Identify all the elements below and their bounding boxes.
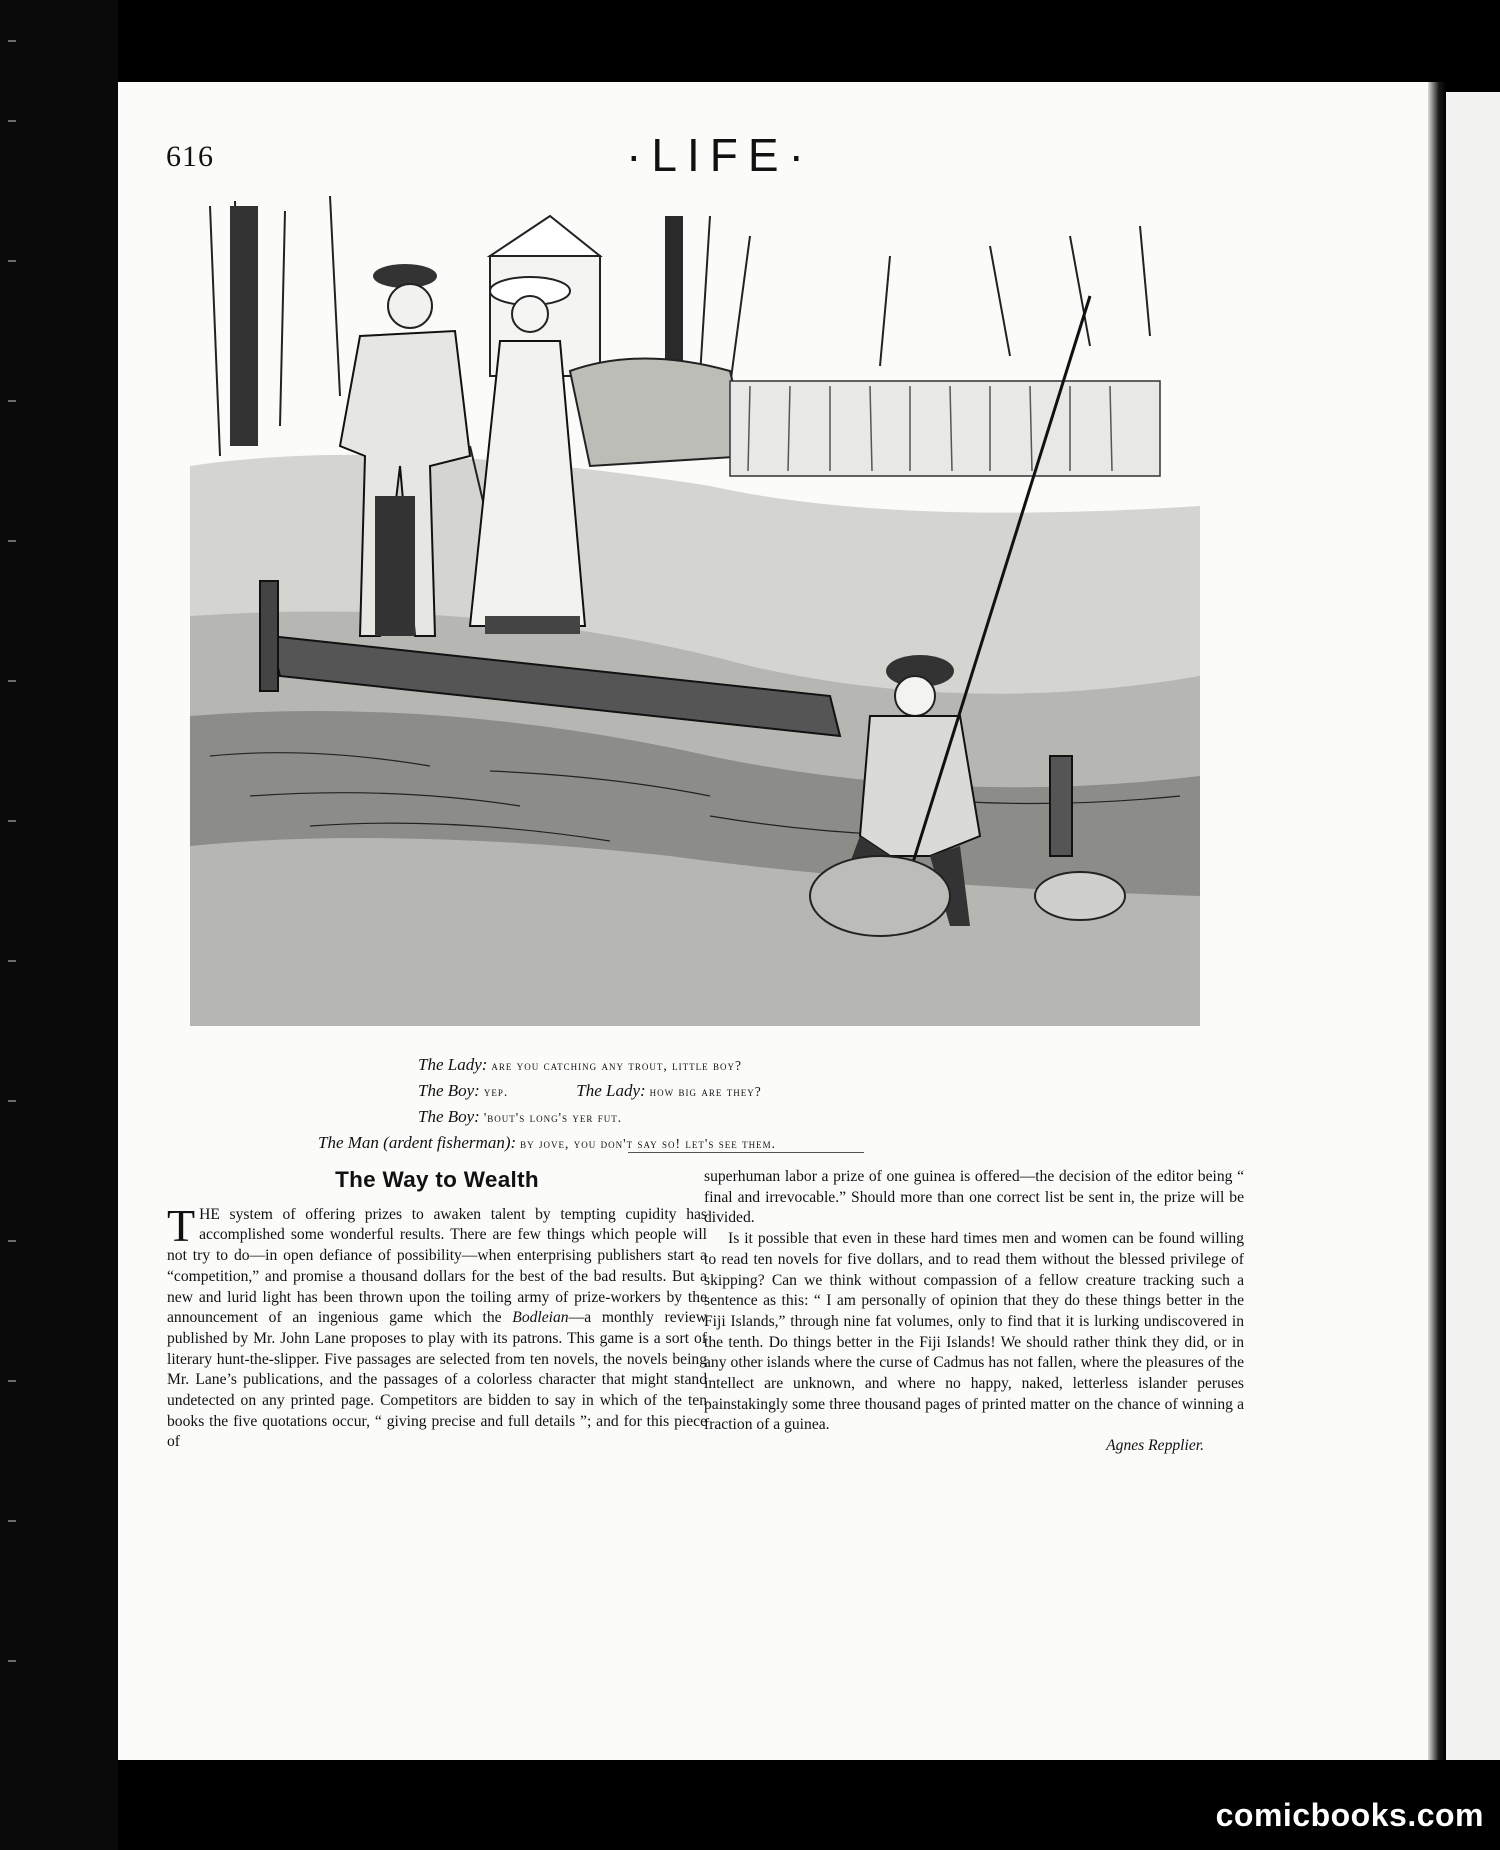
page-gutter (1428, 82, 1446, 1760)
margin-mark (8, 1520, 16, 1522)
article-text: HE system of offering prizes to awaken talent by tempting cupidity has accomplished some wonderful results. There are few things which people will not try to do—in open defiance of possibility—when enterprising publishers start a “competition,” and promise a thousand dollars for the best of the bad results. But a new and lurid light has been thrown upon the toiling army of prize-workers by the announcement of an ingenious game which the (167, 1205, 707, 1327)
margin-mark (8, 680, 16, 682)
caption-speaker: The Lady: (576, 1081, 646, 1100)
facing-page-edge (1443, 92, 1500, 1760)
site-watermark: comicbooks.com (1215, 1797, 1484, 1833)
caption-divider (628, 1152, 864, 1153)
margin-mark (8, 260, 16, 262)
scan-left-margin (0, 0, 118, 1850)
margin-mark (8, 1660, 16, 1662)
cartoon-caption (300, 1052, 1220, 1156)
caption-line (300, 1078, 1220, 1104)
margin-mark (8, 40, 16, 42)
article-title: The Way to Wealth (335, 1167, 539, 1192)
caption-speaker: The Lady: (418, 1055, 488, 1074)
masthead-title: ·LIFE· (626, 129, 814, 181)
caption-speaker: The Man (ardent fisherman): (318, 1133, 517, 1152)
article-author: Agnes Repplier. (1106, 1437, 1204, 1455)
article-italic-term: Bodleian (512, 1309, 569, 1327)
drop-cap: T (167, 1199, 196, 1251)
margin-mark (8, 820, 16, 822)
article-paragraph (167, 1199, 707, 1453)
margin-mark (8, 400, 16, 402)
caption-speech: by jove, you don't say so! let's see them. (520, 1136, 776, 1151)
caption-line (300, 1052, 1220, 1078)
caption-line (300, 1104, 1220, 1130)
article-right-column (704, 1167, 1244, 1457)
caption-speech: 'bout's long's yer fut. (483, 1110, 623, 1125)
article-left-column (167, 1160, 707, 1453)
article-text: —a monthly review published by Mr. John Lane proposes to play with its patrons. This game is a sort of literary hunt-the-slipper. Five passages are selected from ten novels, the novels being Mr. Lane’s publications, and the passages of a colorless character that might stand undetected on any printed page. Competitors are bidden to say in which of the ten books the five quotations occur, “ giving precise and full details ”; and for this piece of (167, 1309, 707, 1451)
caption-speaker: The Boy: (418, 1081, 480, 1100)
cartoon-illustration (190, 196, 1200, 1026)
margin-mark (8, 1380, 16, 1382)
page-number: 616 (166, 140, 214, 173)
caption-speech: how big are they? (649, 1084, 762, 1099)
caption-speech: are you catching any trout, little boy? (491, 1058, 743, 1073)
margin-mark (8, 960, 16, 962)
margin-mark (8, 120, 16, 122)
article-paragraph: Is it possible that even in these hard times men and women can be found willing to read ten novels for five dollars, and to read them without the blessed privilege of skipping? Can we think without compassion of a fellow creature tracking such a sentence as this: “ I am personally of opinion that they do these things better in the Fiji Islands,” through nine fat volumes, only to find that it is lurking undiscovered in the tenth. Do things better in the Fiji Islands! We should rather think they did, or in any other islands where the curse of Cadmus has not fallen, where the pleasures of the intellect are unknown, and where no happy, naked, letterless islander peruses painstakingly some three thousand pages of printed matter on the chance of winning a fraction of a guinea. (704, 1230, 1244, 1434)
margin-mark (8, 540, 16, 542)
article-paragraph: superhuman labor a prize of one guinea is offered—the decision of the editor being “ final and irrevocable.” Should more than one correct list be sent in, the prize will be divided. (704, 1168, 1244, 1227)
margin-mark (8, 1100, 16, 1102)
caption-speech: yep. (483, 1084, 509, 1099)
margin-mark (8, 1240, 16, 1242)
caption-speaker: The Boy: (418, 1107, 480, 1126)
